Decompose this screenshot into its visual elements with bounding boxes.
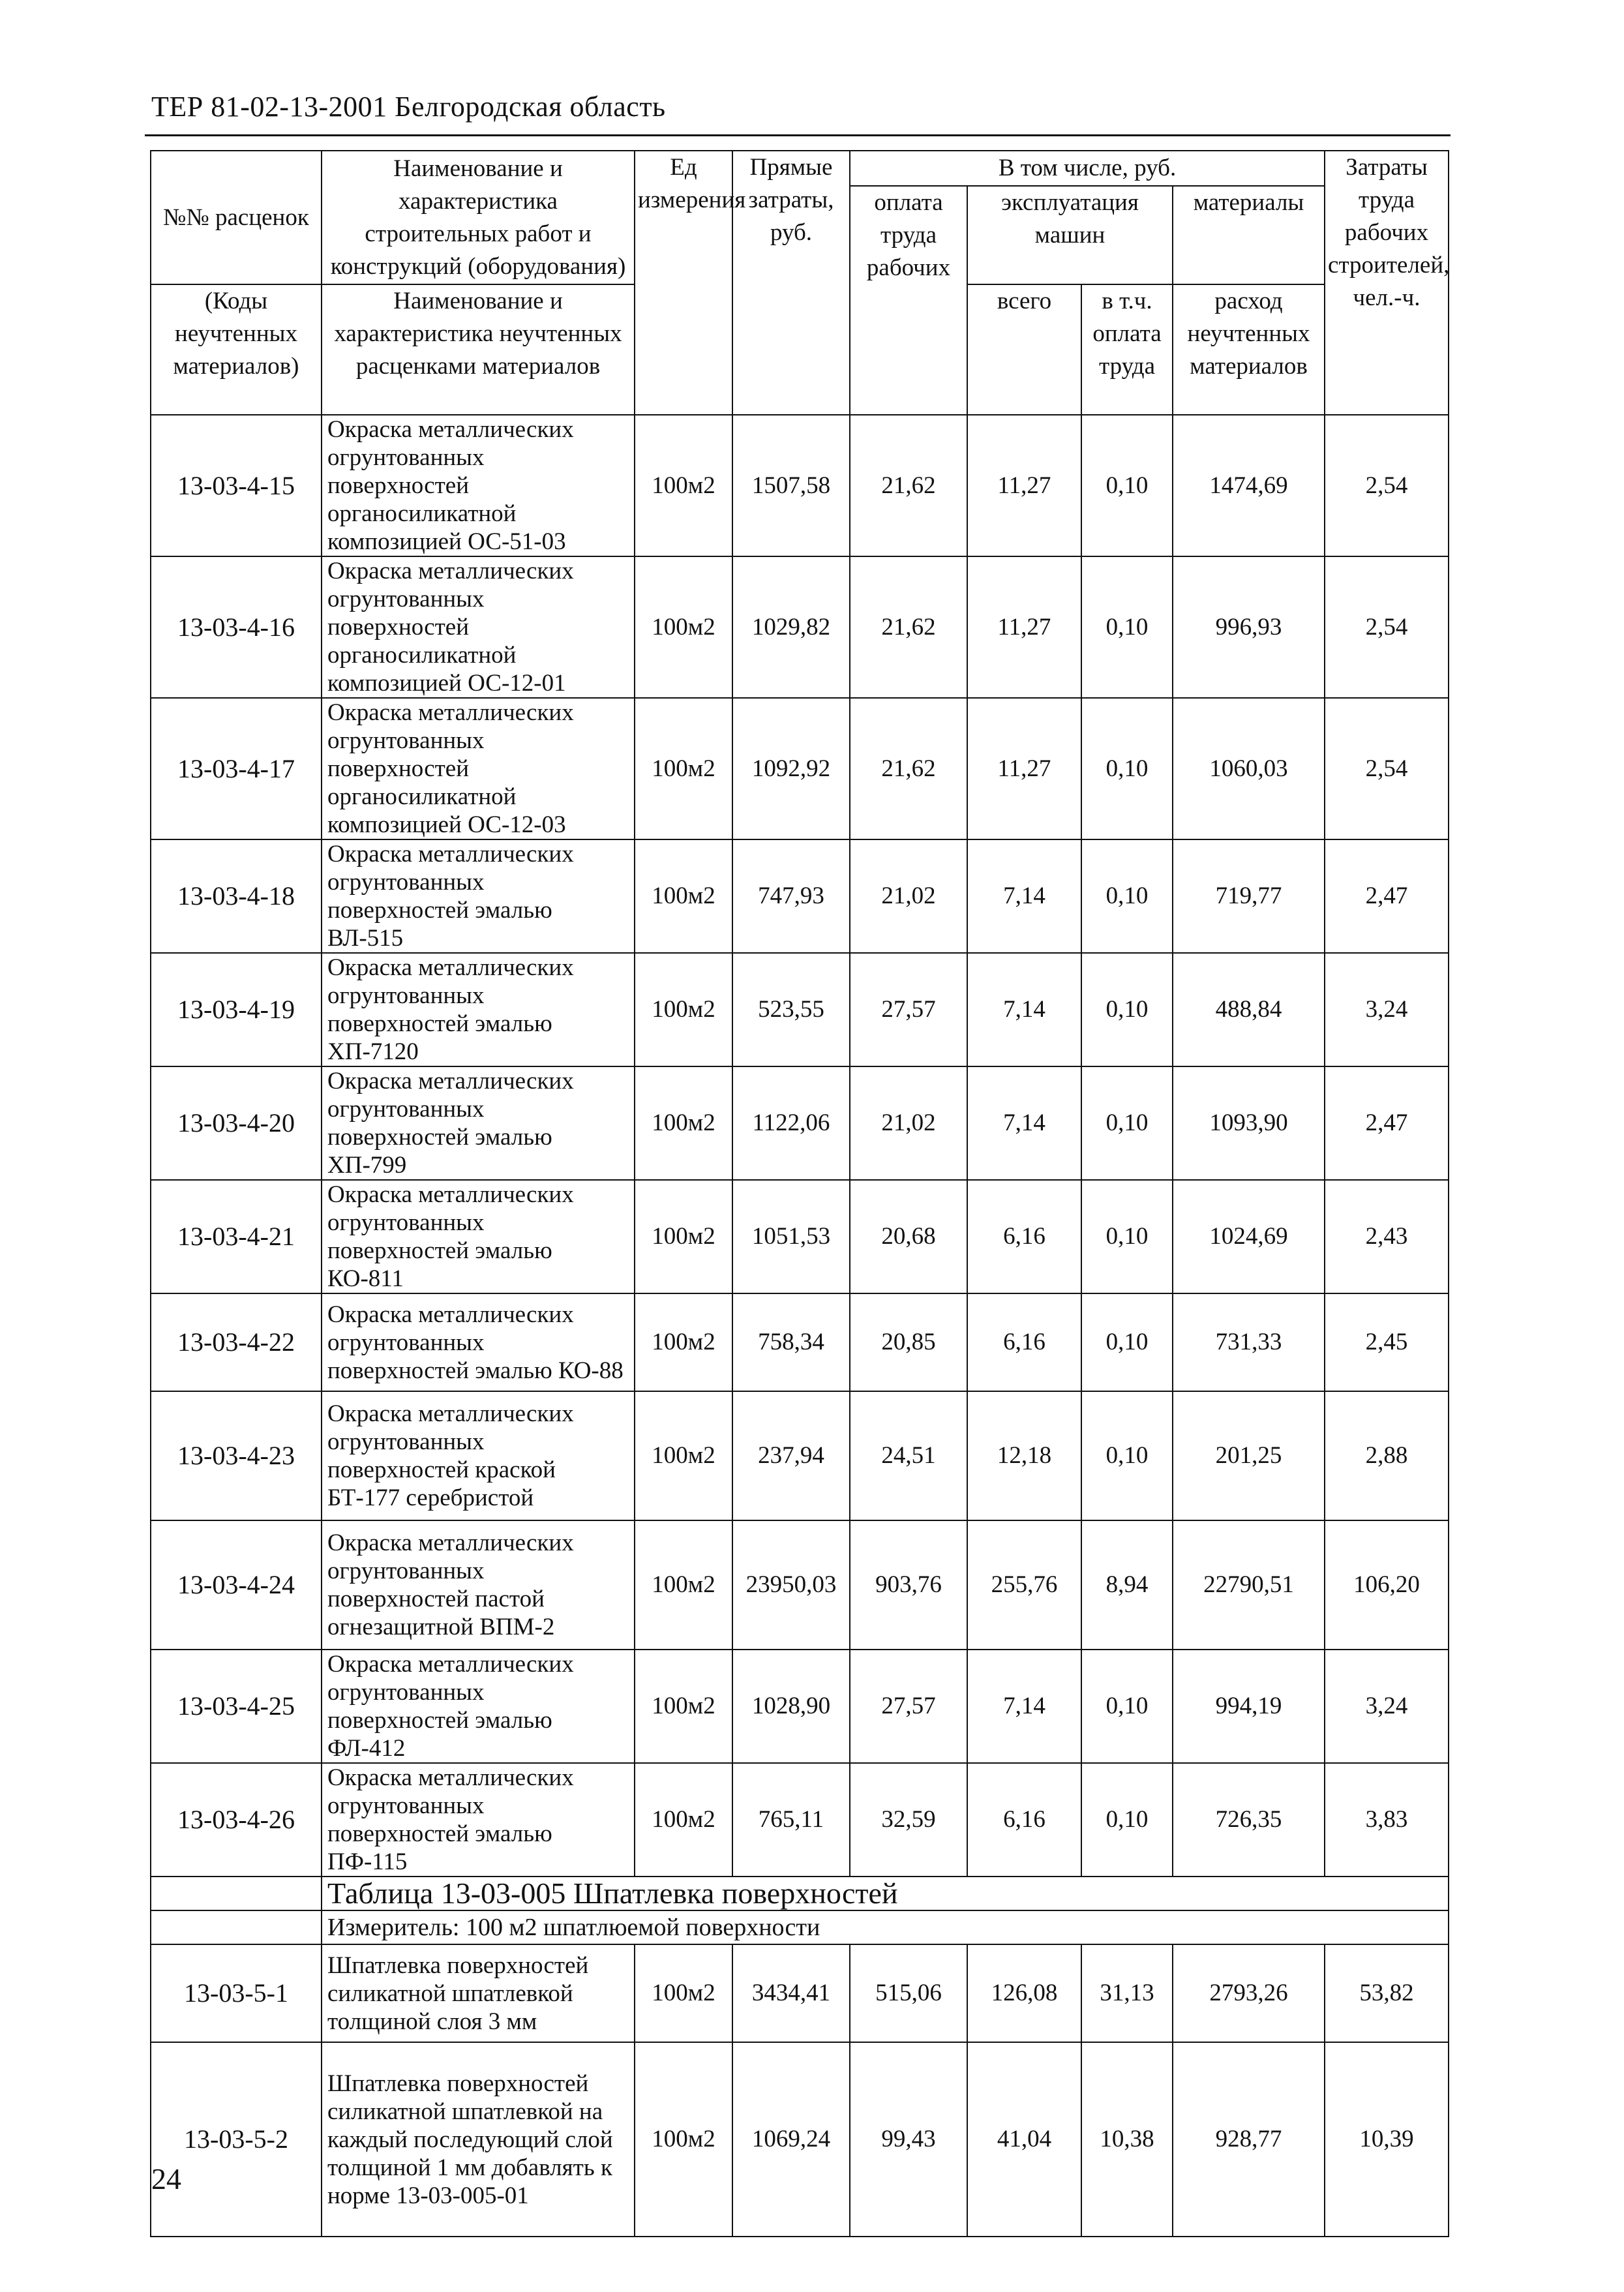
row-machines-labor: 0,10 bbox=[1081, 1066, 1173, 1180]
row-direct: 237,94 bbox=[732, 1391, 850, 1520]
row-machines-total: 7,14 bbox=[967, 839, 1081, 953]
row-materials: 488,84 bbox=[1173, 953, 1325, 1066]
row-unit: 100м2 bbox=[635, 953, 732, 1066]
row-labor-pay: 27,57 bbox=[850, 1650, 967, 1763]
row-machines-labor: 0,10 bbox=[1081, 698, 1173, 839]
row-unit: 100м2 bbox=[635, 1293, 732, 1391]
row-code: 13-03-4-17 bbox=[151, 698, 322, 839]
table-row bbox=[151, 2042, 1449, 2237]
col-header-name: Наименование и характеристика строительных работ и конструкций (оборудования) bbox=[322, 151, 635, 284]
row-direct: 1507,58 bbox=[732, 415, 850, 556]
row-code: 13-03-4-22 bbox=[151, 1293, 322, 1391]
row-labor-pay: 27,57 bbox=[850, 953, 967, 1066]
row-name: Окраска металлических огрунтованных поверхностей эмалью ВЛ-515 bbox=[322, 839, 635, 953]
row-code: 13-03-4-19 bbox=[151, 953, 322, 1066]
row-materials: 731,33 bbox=[1173, 1293, 1325, 1391]
row-code: 13-03-4-24 bbox=[151, 1520, 322, 1650]
row-labor-pay: 32,59 bbox=[850, 1763, 967, 1877]
col-header-labor: Затраты труда рабочих строителей, чел.-ч. bbox=[1325, 151, 1449, 415]
row-machines-labor: 0,10 bbox=[1081, 415, 1173, 556]
row-name: Окраска металлических огрунтованных поверхностей органосиликатной композицией ОС-51-03 bbox=[322, 415, 635, 556]
row-labor-cost: 106,20 bbox=[1325, 1520, 1449, 1650]
row-code: 13-03-4-21 bbox=[151, 1180, 322, 1293]
row-unit: 100м2 bbox=[635, 1180, 732, 1293]
table-row bbox=[151, 1763, 1449, 1877]
row-name: Окраска металлических огрунтованных поверхностей эмалью КО-811 bbox=[322, 1180, 635, 1293]
row-code: 13-03-4-23 bbox=[151, 1391, 322, 1520]
row-materials: 1474,69 bbox=[1173, 415, 1325, 556]
row-materials: 201,25 bbox=[1173, 1391, 1325, 1520]
row-labor-cost: 3,83 bbox=[1325, 1763, 1449, 1877]
table-row bbox=[151, 1944, 1449, 2042]
col-header-num: №№ расценок bbox=[151, 151, 322, 284]
row-code: 13-03-4-18 bbox=[151, 839, 322, 953]
col-header-mach-labor: в т.ч. оплата труда bbox=[1081, 284, 1173, 415]
col-header-codes: (Коды неучтенных материалов) bbox=[151, 284, 322, 415]
row-materials: 719,77 bbox=[1173, 839, 1325, 953]
table-row bbox=[151, 1650, 1449, 1763]
row-machines-total: 41,04 bbox=[967, 2042, 1081, 2237]
row-name: Шпатлевка поверхностей силикатной шпатлевкой толщиной слоя 3 мм bbox=[322, 1944, 635, 2042]
row-labor-pay: 20,85 bbox=[850, 1293, 967, 1391]
row-unit: 100м2 bbox=[635, 1944, 732, 2042]
row-labor-cost: 2,88 bbox=[1325, 1391, 1449, 1520]
row-code: 13-03-5-1 bbox=[151, 1944, 322, 2042]
row-unit: 100м2 bbox=[635, 1520, 732, 1650]
col-header-machines: эксплуатация машин bbox=[967, 186, 1173, 284]
row-machines-labor: 0,10 bbox=[1081, 1293, 1173, 1391]
row-unit: 100м2 bbox=[635, 1763, 732, 1877]
row-materials: 996,93 bbox=[1173, 556, 1325, 698]
row-materials: 1024,69 bbox=[1173, 1180, 1325, 1293]
row-labor-cost: 2,47 bbox=[1325, 839, 1449, 953]
row-code: 13-03-4-26 bbox=[151, 1763, 322, 1877]
row-name: Окраска металлических огрунтованных поверхностей краской БТ-177 серебристой bbox=[322, 1391, 635, 1520]
table2-title: Таблица 13-03-005 Шпатлевка поверхностей bbox=[322, 1877, 1449, 1910]
col-header-mach-total: всего bbox=[967, 284, 1081, 415]
row-labor-cost: 2,54 bbox=[1325, 415, 1449, 556]
row-machines-total: 11,27 bbox=[967, 415, 1081, 556]
row-direct: 1069,24 bbox=[732, 2042, 850, 2237]
row-labor-cost: 10,39 bbox=[1325, 2042, 1449, 2237]
row-materials: 1060,03 bbox=[1173, 698, 1325, 839]
row-labor-pay: 21,02 bbox=[850, 1066, 967, 1180]
col-header-incl: В том числе, руб. bbox=[850, 151, 1325, 186]
row-name: Окраска металлических огрунтованных поверхностей органосиликатной композицией ОС-12-03 bbox=[322, 698, 635, 839]
row-labor-pay: 24,51 bbox=[850, 1391, 967, 1520]
row-unit: 100м2 bbox=[635, 1650, 732, 1763]
row-direct: 1092,92 bbox=[732, 698, 850, 839]
row-labor-cost: 2,43 bbox=[1325, 1180, 1449, 1293]
table2-title-blank bbox=[151, 1877, 322, 1910]
row-labor-pay: 21,62 bbox=[850, 415, 967, 556]
row-labor-cost: 3,24 bbox=[1325, 953, 1449, 1066]
table-row bbox=[151, 1066, 1449, 1180]
row-machines-total: 7,14 bbox=[967, 1066, 1081, 1180]
page-number: 24 bbox=[151, 2162, 181, 2195]
row-name: Окраска металлических огрунтованных поверхностей эмалью КО-88 bbox=[322, 1293, 635, 1391]
row-unit: 100м2 bbox=[635, 415, 732, 556]
row-machines-labor: 31,13 bbox=[1081, 1944, 1173, 2042]
row-labor-cost: 2,54 bbox=[1325, 556, 1449, 698]
row-name: Окраска металлических огрунтованных поверхностей органосиликатной композицией ОС-12-01 bbox=[322, 556, 635, 698]
row-machines-total: 126,08 bbox=[967, 1944, 1081, 2042]
row-name: Окраска металлических огрунтованных поверхностей эмалью ХП-7120 bbox=[322, 953, 635, 1066]
row-labor-pay: 21,02 bbox=[850, 839, 967, 953]
row-unit: 100м2 bbox=[635, 1066, 732, 1180]
row-machines-total: 6,16 bbox=[967, 1763, 1081, 1877]
table-row bbox=[151, 953, 1449, 1066]
row-direct: 1028,90 bbox=[732, 1650, 850, 1763]
row-direct: 23950,03 bbox=[732, 1520, 850, 1650]
row-direct: 1122,06 bbox=[732, 1066, 850, 1180]
col-header-unit: Ед измерения bbox=[635, 151, 732, 415]
row-unit: 100м2 bbox=[635, 1391, 732, 1520]
col-header-direct: Прямые затраты, руб. bbox=[732, 151, 850, 415]
table-row bbox=[151, 698, 1449, 839]
row-direct: 765,11 bbox=[732, 1763, 850, 1877]
col-header-mat-unacc: расход неучтенных материалов bbox=[1173, 284, 1325, 415]
row-unit: 100м2 bbox=[635, 556, 732, 698]
col-header-materials: материалы bbox=[1173, 186, 1325, 284]
row-materials: 1093,90 bbox=[1173, 1066, 1325, 1180]
row-code: 13-03-4-15 bbox=[151, 415, 322, 556]
row-unit: 100м2 bbox=[635, 698, 732, 839]
rates-table bbox=[150, 150, 1449, 2237]
row-machines-labor: 0,10 bbox=[1081, 953, 1173, 1066]
row-materials: 22790,51 bbox=[1173, 1520, 1325, 1650]
page-header-title: ТЕР 81-02-13-2001 Белгородская область bbox=[151, 91, 666, 123]
row-materials: 726,35 bbox=[1173, 1763, 1325, 1877]
table-row bbox=[151, 1520, 1449, 1650]
row-labor-cost: 2,45 bbox=[1325, 1293, 1449, 1391]
col-header-pay-cont bbox=[850, 284, 967, 415]
row-machines-total: 7,14 bbox=[967, 953, 1081, 1066]
row-labor-pay: 903,76 bbox=[850, 1520, 967, 1650]
row-labor-pay: 99,43 bbox=[850, 2042, 967, 2237]
table-row bbox=[151, 1293, 1449, 1391]
row-code: 13-03-5-2 bbox=[151, 2042, 322, 2237]
row-direct: 758,34 bbox=[732, 1293, 850, 1391]
row-machines-labor: 0,10 bbox=[1081, 556, 1173, 698]
row-machines-labor: 0,10 bbox=[1081, 1180, 1173, 1293]
row-machines-total: 11,27 bbox=[967, 698, 1081, 839]
table-row bbox=[151, 415, 1449, 556]
row-unit: 100м2 bbox=[635, 2042, 732, 2237]
row-labor-cost: 2,54 bbox=[1325, 698, 1449, 839]
row-materials: 928,77 bbox=[1173, 2042, 1325, 2237]
row-direct: 523,55 bbox=[732, 953, 850, 1066]
row-machines-labor: 0,10 bbox=[1081, 839, 1173, 953]
row-labor-cost: 53,82 bbox=[1325, 1944, 1449, 2042]
row-machines-total: 255,76 bbox=[967, 1520, 1081, 1650]
row-labor-pay: 515,06 bbox=[850, 1944, 967, 2042]
table2-measure: Измеритель: 100 м2 шпатлюемой поверхности bbox=[322, 1910, 1449, 1944]
row-machines-labor: 0,10 bbox=[1081, 1650, 1173, 1763]
row-machines-total: 11,27 bbox=[967, 556, 1081, 698]
row-name: Окраска металлических огрунтованных поверхностей эмалью ХП-799 bbox=[322, 1066, 635, 1180]
row-machines-labor: 10,38 bbox=[1081, 2042, 1173, 2237]
col-header-pay: оплата труда рабочих bbox=[850, 186, 967, 284]
row-direct: 1051,53 bbox=[732, 1180, 850, 1293]
row-name: Окраска металлических огрунтованных поверхностей эмалью ФЛ-412 bbox=[322, 1650, 635, 1763]
row-direct: 747,93 bbox=[732, 839, 850, 953]
table-row bbox=[151, 1391, 1449, 1520]
row-name: Окраска металлических огрунтованных поверхностей эмалью ПФ-115 bbox=[322, 1763, 635, 1877]
col-header-name-materials: Наименование и характеристика неучтенных расценками материалов bbox=[322, 284, 635, 415]
table2-measure-blank bbox=[151, 1910, 322, 1944]
row-machines-total: 6,16 bbox=[967, 1180, 1081, 1293]
row-machines-total: 7,14 bbox=[967, 1650, 1081, 1763]
row-materials: 994,19 bbox=[1173, 1650, 1325, 1763]
row-direct: 3434,41 bbox=[732, 1944, 850, 2042]
table-row bbox=[151, 839, 1449, 953]
row-labor-cost: 2,47 bbox=[1325, 1066, 1449, 1180]
row-machines-labor: 8,94 bbox=[1081, 1520, 1173, 1650]
row-labor-pay: 20,68 bbox=[850, 1180, 967, 1293]
row-code: 13-03-4-25 bbox=[151, 1650, 322, 1763]
row-labor-cost: 3,24 bbox=[1325, 1650, 1449, 1763]
row-materials: 2793,26 bbox=[1173, 1944, 1325, 2042]
row-unit: 100м2 bbox=[635, 839, 732, 953]
row-machines-total: 12,18 bbox=[967, 1391, 1081, 1520]
row-direct: 1029,82 bbox=[732, 556, 850, 698]
table-row bbox=[151, 1180, 1449, 1293]
row-labor-pay: 21,62 bbox=[850, 698, 967, 839]
table-row bbox=[151, 556, 1449, 698]
row-machines-total: 6,16 bbox=[967, 1293, 1081, 1391]
row-labor-pay: 21,62 bbox=[850, 556, 967, 698]
row-name: Шпатлевка поверхностей силикатной шпатлевкой на каждый последующий слой толщиной 1 мм добавлять к норме 13-03-005-01 bbox=[322, 2042, 635, 2237]
row-machines-labor: 0,10 bbox=[1081, 1763, 1173, 1877]
row-code: 13-03-4-16 bbox=[151, 556, 322, 698]
row-code: 13-03-4-20 bbox=[151, 1066, 322, 1180]
row-name: Окраска металлических огрунтованных поверхностей пастой огнезащитной ВПМ-2 bbox=[322, 1520, 635, 1650]
header-rule bbox=[145, 134, 1451, 136]
row-machines-labor: 0,10 bbox=[1081, 1391, 1173, 1520]
